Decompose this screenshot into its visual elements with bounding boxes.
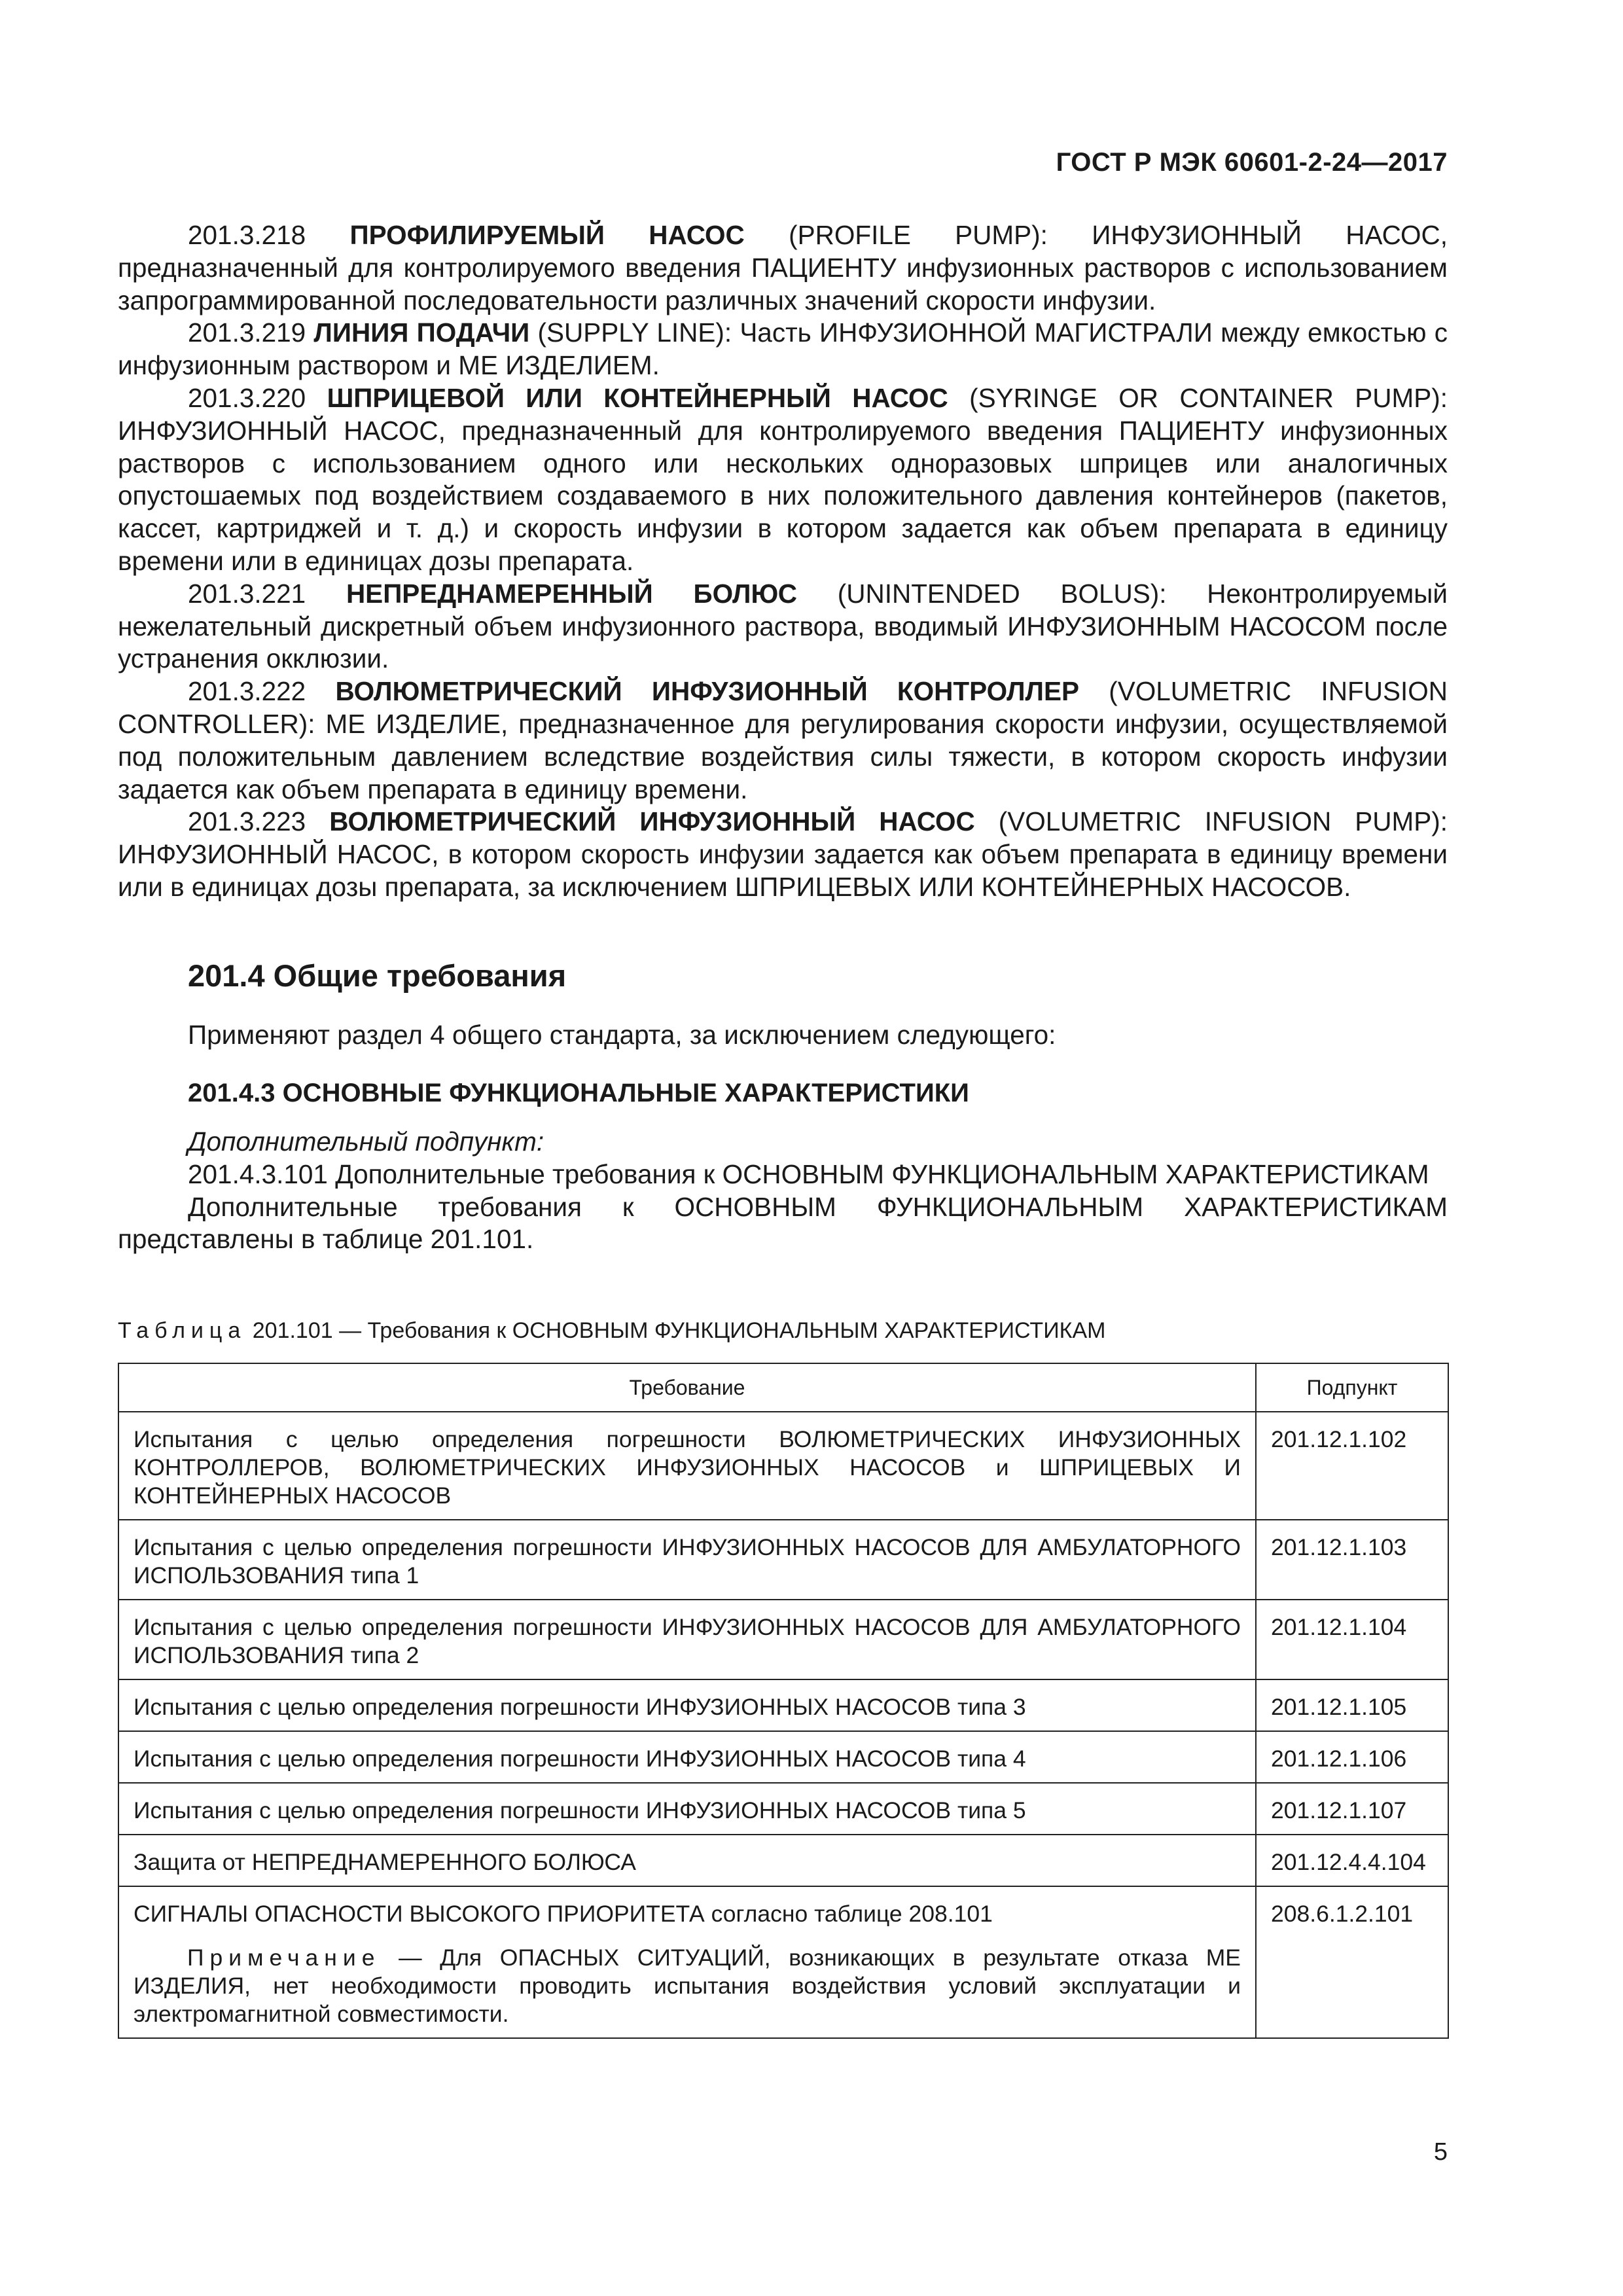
clause-cell: 201.12.1.106 <box>1256 1731 1448 1783</box>
table-row <box>118 1835 1448 1886</box>
definition-term: ПРОФИЛИРУЕМЫЙ НАСОС <box>349 220 745 250</box>
definition-201-3-222 <box>118 675 1448 806</box>
definition-number: 201.3.220 <box>188 382 306 413</box>
definition-text: (VOLUMETRIC INFUSION PUMP): ИНФУЗИОННЫЙ НАСОС, в котором скорость инфузии задается как объем препарата в единицу времени или в единицах дозы препарата, за исключением ШПРИЦЕВЫХ ИЛИ КОНТЕЙНЕРНЫХ НАСОСОВ. <box>118 806 1448 902</box>
table-caption-text: 201.101 — Требования к ОСНОВНЫМ ФУНКЦИОНАЛЬНЫМ ХАРАКТЕРИСТИКАМ <box>246 1318 1106 1343</box>
clause-heading: 201.4.3.101 Дополнительные требования к ОСНОВНЫМ ФУНКЦИОНАЛЬНЫМ ХАРАКТЕРИСТИКАМ <box>188 1158 1429 1189</box>
clause-cell: 201.12.1.107 <box>1256 1783 1448 1835</box>
definition-number: 201.3.221 <box>188 578 306 609</box>
note-text: — Для ОПАСНЫХ СИТУАЦИЙ, возникающих в результате отказа МЕ ИЗДЕЛИЯ, нет необходимости проводить испытания воздействия условий эксплуатации и электромагнитной совместимости. <box>134 1945 1241 2027</box>
table-row <box>118 1783 1448 1835</box>
definition-term: ЛИНИЯ ПОДАЧИ <box>313 317 530 348</box>
definition-201-3-219 <box>118 317 1448 382</box>
definition-number: 201.3.219 <box>188 317 306 348</box>
table-row <box>118 1679 1448 1731</box>
definition-term: ШПРИЦЕВОЙ ИЛИ КОНТЕЙНЕРНЫЙ НАСОС <box>327 382 948 413</box>
column-header-clause: Подпункт <box>1256 1363 1448 1412</box>
requirement-cell: Защита от НЕПРЕДНАМЕРЕННОГО БОЛЮСА <box>118 1835 1256 1886</box>
requirement-cell: Испытания с целью определения погрешности ИНФУЗИОННЫХ НАСОСОВ ДЛЯ АМБУЛАТОРНОГО ИСПОЛЬЗОВАНИЯ типа 2 <box>118 1600 1256 1679</box>
clause-cell: 201.12.1.103 <box>1256 1520 1448 1600</box>
definition-201-3-221 <box>118 578 1448 675</box>
definition-201-3-220 <box>118 382 1448 578</box>
requirement-cell: Испытания с целью определения погрешности ИНФУЗИОННЫХ НАСОСОВ типа 5 <box>118 1783 1256 1835</box>
table-caption <box>118 1318 1105 1344</box>
requirement-cell-with-note <box>118 1886 1256 2038</box>
definition-201-3-223 <box>118 806 1448 903</box>
clause-cell: 208.6.1.2.101 <box>1256 1886 1448 2038</box>
table-row <box>118 1600 1448 1679</box>
table-row <box>118 1520 1448 1600</box>
section-title: 201.4 Общие требования <box>188 958 567 993</box>
subsection-title: 201.4.3 ОСНОВНЫЕ ФУНКЦИОНАЛЬНЫЕ ХАРАКТЕРИСТИКИ <box>188 1079 969 1107</box>
definition-number: 201.3.223 <box>188 806 306 837</box>
definition-text: (VOLUMETRIC INFUSION CONTROLLER): МЕ ИЗДЕЛИЕ, предназначенное для регулирования скорости инфузии, осуществляемой под положительным давлением вследствие воздействия силы тяжести, в котором скорость инфузии задается как объем препарата в единицу времени. <box>118 676 1448 804</box>
clause-cell: 201.12.4.4.104 <box>1256 1835 1448 1886</box>
definition-text: (UNINTENDED BOLUS): Неконтролируемый нежелательный дискретный объем инфузионного раствора, вводимый ИНФУЗИОННЫМ НАСОСОМ после устранения окклюзии. <box>118 578 1448 674</box>
clause-cell: 201.12.1.104 <box>1256 1600 1448 1679</box>
requirement-cell: Испытания с целью определения погрешности ИНФУЗИОННЫХ НАСОСОВ ДЛЯ АМБУЛАТОРНОГО ИСПОЛЬЗОВАНИЯ типа 1 <box>118 1520 1256 1600</box>
page-number: 5 <box>1433 2138 1448 2166</box>
clause-body: Дополнительные требования к ОСНОВНЫМ ФУНКЦИОНАЛЬНЫМ ХАРАКТЕРИСТИКАМ представлены в таблице 201.101. <box>118 1191 1448 1255</box>
requirement-cell: Испытания с целью определения погрешности ВОЛЮМЕТРИЧЕСКИХ ИНФУЗИОННЫХ КОНТРОЛЛЕРОВ, ВОЛЮМЕТРИЧЕСКИХ ИНФУЗИОННЫХ НАСОСОВ и ШПРИЦЕВЫХ И КОНТЕЙНЕРНЫХ НАСОСОВ <box>118 1412 1256 1520</box>
column-header-requirement: Требование <box>118 1363 1256 1412</box>
apply-paragraph: Применяют раздел 4 общего стандарта, за исключением следующего: <box>188 1020 1056 1050</box>
definition-term: НЕПРЕДНАМЕРЕННЫЙ БОЛЮС <box>346 578 797 609</box>
table-row <box>118 1886 1448 2038</box>
table-header-row <box>118 1363 1448 1412</box>
document-header: ГОСТ Р МЭК 60601-2-24—2017 <box>1056 148 1448 177</box>
requirement-cell: Испытания с целью определения погрешности ИНФУЗИОННЫХ НАСОСОВ типа 4 <box>118 1731 1256 1783</box>
definition-text: (PROFILE PUMP): ИНФУЗИОННЫЙ НАСОС, предназначенный для контролируемого введения ПАЦИЕНТУ инфузионных растворов с использованием запрограммированной последовательности различных значений скорости инфузии. <box>118 220 1448 315</box>
table-caption-word: Таблица <box>118 1318 247 1343</box>
clause-block <box>118 1126 1448 1256</box>
definition-term: ВОЛЮМЕТРИЧЕСКИЙ ИНФУЗИОННЫЙ НАСОС <box>329 806 975 837</box>
requirement-text: СИГНАЛЫ ОПАСНОСТИ ВЫСОКОГО ПРИОРИТЕТА согласно таблице 208.101 <box>134 1901 993 1927</box>
definition-text: (SYRINGE OR CONTAINER PUMP): ИНФУЗИОННЫЙ НАСОС, предназначенный для контролируемого введения ПАЦИЕНТУ инфузионных растворов с использованием одного или нескольких одноразовых шприцев или аналогичных опустошаемых под воздействием создаваемого в них положительного давления контейнеров (пакетов, кассет, картриджей и т. д.) и скорость инфузии в котором задается как объем препарата в единицу времени или в единицах дозы препарата. <box>118 382 1448 576</box>
table-row <box>118 1731 1448 1783</box>
requirement-cell: Испытания с целью определения погрешности ИНФУЗИОННЫХ НАСОСОВ типа 3 <box>118 1679 1256 1731</box>
definitions-block <box>118 219 1448 904</box>
clause-cell: 201.12.1.105 <box>1256 1679 1448 1731</box>
requirements-table <box>118 1363 1449 2039</box>
definition-number: 201.3.222 <box>188 676 306 707</box>
clause-cell: 201.12.1.102 <box>1256 1412 1448 1520</box>
table-row <box>118 1412 1448 1520</box>
definition-term: ВОЛЮМЕТРИЧЕСКИЙ ИНФУЗИОННЫЙ КОНТРОЛЛЕР <box>335 676 1079 707</box>
table-note <box>134 1944 1241 2028</box>
note-word: Примечание <box>187 1945 381 1971</box>
definition-201-3-218 <box>118 219 1448 317</box>
additional-subclause-label: Дополнительный подпункт: <box>188 1126 544 1157</box>
definition-number: 201.3.218 <box>188 220 306 250</box>
definition-text: (SUPPLY LINE): Часть ИНФУЗИОННОЙ МАГИСТРАЛИ между емкостью с инфузионным раствором и МЕ ИЗДЕЛИЕМ. <box>118 317 1448 381</box>
